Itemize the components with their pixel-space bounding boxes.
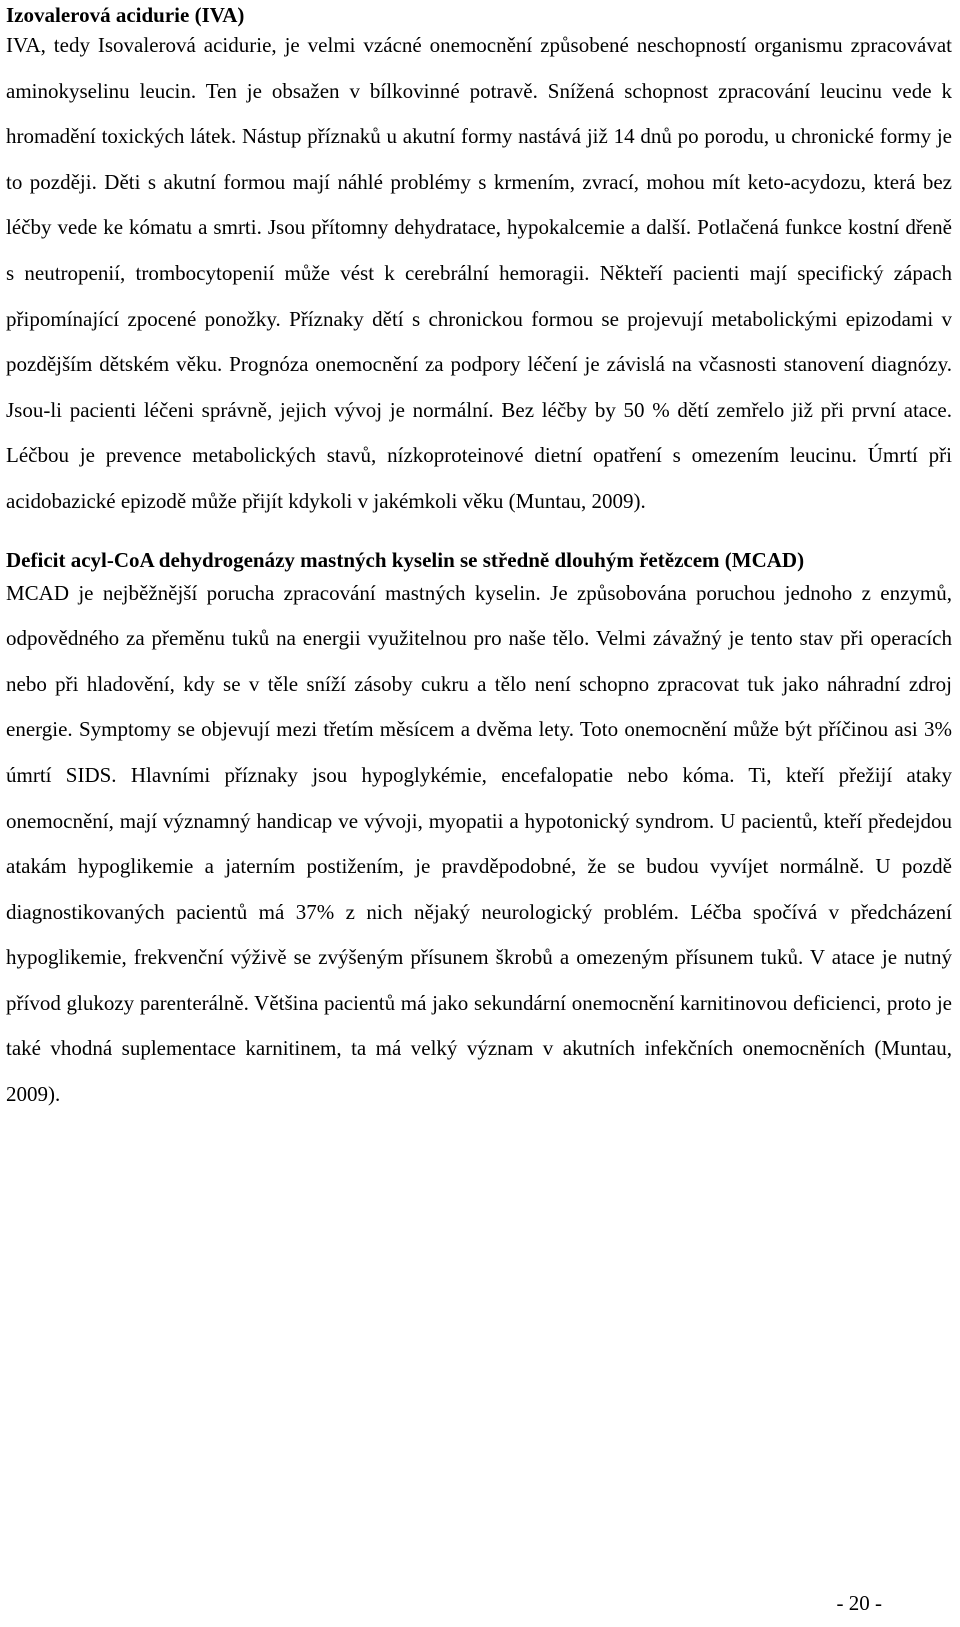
section-body-iva: IVA, tedy Isovalerová acidurie, je velmi vzácné onemocnění způsobené neschopností organismu zpracovávat aminokyselinu leucin. Ten je obsažen v bílkovinné potravě. Snížená schopnost zpracování leucinu vede k hromadění toxických látek. Nástup příznaků u akutní formy nastává již 14 dnů po porodu, u chronické formy je to později. Děti s akutní formou mají náhlé problémy s krmením, zvrací, mohou mít keto-acydozu, která bez léčby vede ke kómatu a smrti. Jsou přítomny dehydratace, hypokalcemie a další. Potlačená funkce kostní dřeně s neutropenií, trombocytopenií může vést k cerebrální hemoragii. Někteří pacienti mají specifický zápach připomínající zpocené ponožky. Příznaky dětí s chronickou formou se projevují metabolickými epizodami v pozdějším dětském věku. Prognóza onemocnění za podpory léčení je závislá na včasnosti stanovení diagnózy. Jsou-li pacienti léčeni správně, jejich vývoj je normální. Bez léčby by 50 % dětí zemřelo již při první atace. Léčbou je prevence metabolických stavů, nízkoproteinové dietní opatření s omezením leucinu. Úmrtí při acidobazické epizodě může přijít kdykoli v jakémkoli věku (Muntau, 2009).: [6, 33, 952, 513]
section-heading-iva: Izovalerová acidurie (IVA): [6, 3, 245, 27]
document-page: [6, 0, 952, 1118]
page-number: - 20 -: [836, 1591, 882, 1615]
section-body-mcad: MCAD je nejběžnější porucha zpracování mastných kyselin. Je způsobována poruchou jednoho z enzymů, odpovědného za přeměnu tuků na energii využitelnou pro naše tělo. Velmi závažný je tento stav při operacích nebo při hladovění, kdy se v těle sníží zásoby cukru a tělo není schopno zpracovat tuk jako náhradní zdroj energie. Symptomy se objevují mezi třetím měsícem a dvěma lety. Toto onemocnění může být příčinou asi 3% úmrtí SIDS. Hlavními příznaky jsou hypoglykémie, encefalopatie nebo kóma. Ti, kteří přežijí ataky onemocnění, mají významný handicap ve vývoji, myopatii a hypotonický syndrom. U pacientů, kteří předejdou atakám hypoglikemie a jaterním postižením, je pravděpodobné, že se budou vyvíjet normálně. U pozdě diagnostikovaných pacientů má 37% z nich nějaký neurologický problém. Léčba spočívá v předcházení hypoglikemie, frekvenční výživě se zvýšeným přísunem škrobů a omezeným přísunem tuků. V atace je nutný přívod glukozy parenterálně. Většina pacientů má jako sekundární onemocnění karnitinovou deficienci, proto je také vhodná suplementace karnitinem, ta má velký význam v akutních infekčních onemocněních (Muntau, 2009).: [6, 580, 952, 1107]
section-heading-mcad: Deficit acyl-CoA dehydrogenázy mastných kyselin se středně dlouhým řetězcem (MCAD): [6, 547, 805, 572]
